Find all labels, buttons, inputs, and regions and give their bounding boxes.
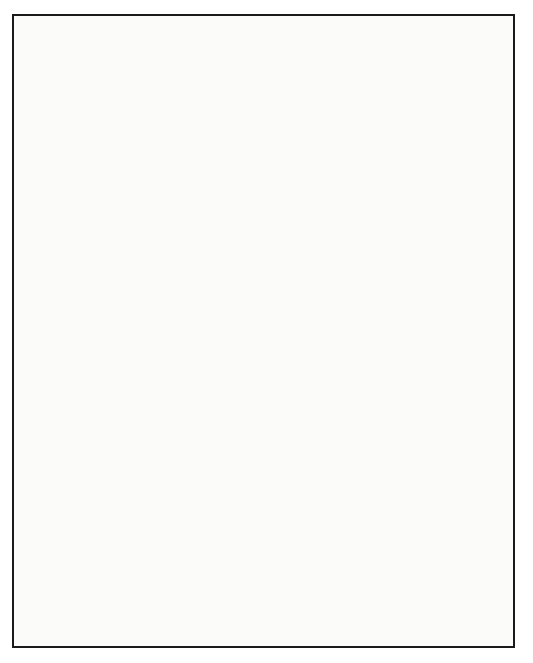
text-column-8 [273, 28, 299, 632]
text-column-9 [243, 28, 269, 632]
text-column-2 [453, 28, 479, 632]
text-column-3 [423, 28, 449, 632]
text-column-14 [93, 28, 119, 632]
text-column-13 [123, 28, 149, 632]
text-column-11 [183, 28, 209, 632]
text-column-4 [393, 28, 419, 632]
text-column-12 [153, 28, 179, 632]
text-column-1 [483, 28, 509, 632]
text-column-6 [333, 28, 359, 632]
text-column-7 [303, 28, 329, 632]
text-column-16 [33, 28, 59, 632]
handwritten-text-block [33, 28, 509, 632]
text-column-15 [63, 28, 89, 632]
text-column-10 [213, 28, 239, 632]
text-column-5 [363, 28, 389, 632]
